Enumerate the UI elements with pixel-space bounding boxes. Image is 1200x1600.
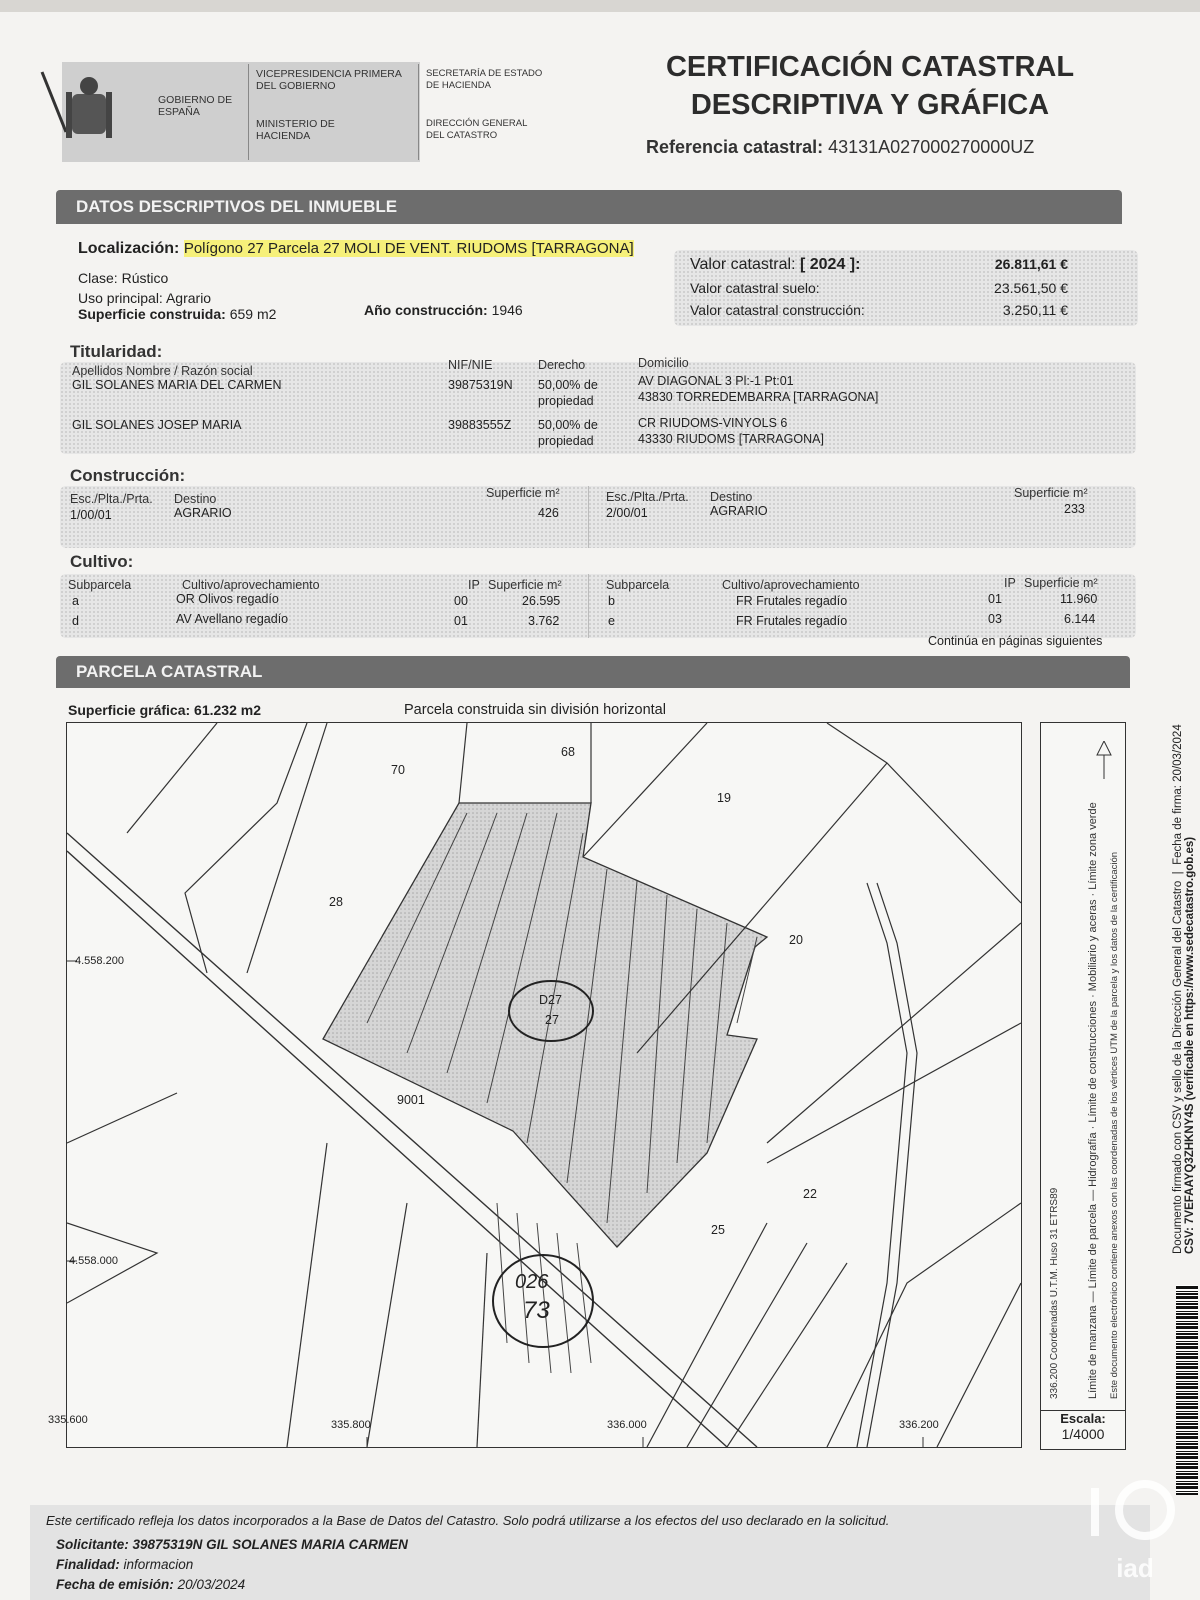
cultivo-ip: 01 (454, 614, 468, 628)
owner-nif: 39875319N (448, 378, 513, 392)
owner-name: GIL SOLANES JOSEP MARIA (72, 418, 242, 432)
th-cultivo: Cultivo/aprovechamiento (722, 578, 860, 592)
parcel-label-70: 70 (391, 763, 405, 777)
coord-y-1: 4.558.200 (75, 955, 124, 967)
construccion-table (60, 486, 1136, 548)
cultivo-sub: b (608, 594, 615, 608)
th-subparcela: Subparcela (606, 578, 670, 592)
scale-value: 1/4000 (1061, 1426, 1105, 1442)
localizacion-label: Localización: (78, 240, 180, 257)
th-nombre: Apellidos Nombre / Razón social (72, 364, 253, 378)
cultivo-ip: 03 (988, 612, 1002, 626)
valor-label: Valor catastral: (690, 256, 796, 273)
section-parcela-catastral: PARCELA CATASTRAL (56, 656, 1130, 688)
superficie-row (78, 306, 276, 322)
vicepresidencia-label: VICEPRESIDENCIA PRIMERA DEL GOBIERNO (256, 68, 402, 92)
constr-sup: 426 (538, 506, 559, 520)
parcel-label-d27: D27 (539, 993, 562, 1007)
constr-esc: 2/00/01 (606, 506, 648, 520)
th-derecho: Derecho (538, 358, 586, 372)
title-line-2: DESCRIPTIVA Y GRÁFICA (690, 89, 1050, 121)
parcel-map[interactable] (66, 722, 1022, 1448)
suelo-value: 23.561,50 € (994, 280, 1068, 296)
direccion-label: DIRECCIÓN GENERAL DEL CATASTRO (426, 118, 527, 141)
valor-box (674, 250, 1138, 326)
clase-row (78, 270, 168, 286)
th-subparcela: Subparcela (68, 578, 132, 592)
parcel-label-68: 68 (561, 745, 575, 759)
iad-logo-icon (1085, 1480, 1185, 1550)
cultivo-sup: 6.144 (1064, 612, 1096, 626)
legend-coords: 336.200 Coordenadas U.T.M. Huso 31 ETRS89 (1049, 1187, 1060, 1399)
titularidad-heading: Titularidad: (70, 342, 163, 361)
anio-label: Año construcción: (364, 302, 488, 318)
solicitante-value: 39875319N GIL SOLANES MARIA CARMEN (132, 1537, 408, 1552)
th-nif: NIF/NIE (448, 358, 493, 372)
handwritten-026: 026 (515, 1271, 549, 1293)
document-title (640, 48, 1100, 124)
th-superficie: Superficie m² (486, 486, 560, 500)
th-domicilio: Domicilio (638, 356, 689, 370)
coat-of-arms-icon (36, 64, 126, 144)
scale-label: Escala: (1060, 1411, 1106, 1426)
fecha-value: 20/03/2024 (177, 1577, 246, 1592)
constr-destino: AGRARIO (174, 506, 232, 520)
th-cultivo: Cultivo/aprovechamiento (182, 578, 320, 592)
owner-domicilio: CR RIUDOMS-VINYOLS 6 (638, 416, 788, 430)
sup-grafica-value: 61.232 m2 (194, 702, 261, 718)
cadastral-reference (646, 137, 1034, 158)
owner-derecho-2: propiedad (538, 434, 594, 448)
fecha-label: Fecha de emisión: (56, 1577, 174, 1592)
localizacion-row (78, 240, 634, 258)
anio-row (364, 302, 523, 318)
parcel-label-22: 22 (803, 1187, 817, 1201)
side-line-1: Documento firmado con CSV y sello de la Dirección General del Catastro | Fecha de firma: 20/03/2024 (1172, 724, 1184, 1254)
division-note: Parcela construida sin división horizontal (404, 702, 666, 718)
superficie-value: 659 m2 (229, 306, 277, 322)
coord-x-3: 336.000 (607, 1419, 647, 1431)
suelo-label: Valor catastral suelo: (690, 280, 820, 296)
barcode (1176, 1285, 1198, 1495)
construccion-heading: Construcción: (70, 466, 186, 485)
section-datos-descriptivos: DATOS DESCRIPTIVOS DEL INMUEBLE (56, 190, 1122, 224)
solicitante-row (56, 1537, 408, 1552)
continua-note: Continúa en páginas siguientes (928, 634, 1103, 648)
cultivo-table (60, 574, 1136, 638)
road-label-9001: 9001 (397, 1093, 425, 1107)
owner-domicilio: AV DIAGONAL 3 Pl:-1 Pt:01 (638, 374, 794, 388)
anio-value: 1946 (491, 302, 523, 318)
footer-note: Este certificado refleja los datos incorporados a la Base de Datos del Catastro. Solo podrá utilizarse a los efectos del uso declarado en la solicitud. (46, 1513, 890, 1528)
fecha-row (56, 1577, 245, 1592)
gov-label: GOBIERNO DE ESPAÑA (158, 94, 233, 118)
cultivo-sub: a (72, 594, 79, 608)
constr-sup: 233 (1064, 502, 1085, 516)
valor-year: [ 2024 ]: (799, 256, 861, 273)
clase-value: Rústico (121, 270, 169, 286)
handwritten-73: 73 (523, 1297, 550, 1324)
cultivo-sub: d (72, 614, 79, 628)
th-superficie: Superficie m² (1024, 576, 1098, 590)
scale-box (1040, 1410, 1126, 1450)
finalidad-label: Finalidad: (56, 1557, 120, 1572)
valor-label-group (690, 256, 860, 274)
title-line-1: CERTIFICACIÓN CATASTRAL (665, 51, 1075, 83)
th-ip: IP (468, 578, 480, 592)
coord-x-2: 335.800 (331, 1419, 371, 1431)
th-esc: Esc./Plta./Prta. (70, 492, 153, 506)
owner-derecho: 50,00% de (538, 378, 598, 392)
cultivo-sub: e (608, 614, 615, 628)
constr-esc: 1/00/01 (70, 508, 112, 522)
uso-label: Uso principal: (78, 290, 163, 306)
coord-x-1: 335.600 (48, 1414, 88, 1426)
finalidad-row (56, 1557, 193, 1572)
footer-box (30, 1505, 1150, 1600)
map-legend (1040, 722, 1126, 1412)
legend-note: Este documento electrónico contiene anexos con las coordenadas de los vértices UTM de la parcela y los datos de la certificación (1109, 851, 1120, 1399)
uso-value: Agrario (165, 290, 212, 306)
iad-watermark (1085, 1480, 1185, 1590)
parcel-label-20: 20 (789, 933, 803, 947)
ministerio-label: MINISTERIO DE HACIENDA (256, 118, 335, 142)
owner-derecho-2: propiedad (538, 394, 594, 408)
th-ip: IP (1004, 576, 1016, 590)
ref-label: Referencia catastral: (646, 137, 824, 157)
parcel-label-19: 19 (717, 791, 731, 805)
th-destino: Destino (710, 490, 753, 504)
cultivo-ip: 00 (454, 594, 468, 608)
th-superficie: Superficie m² (1014, 486, 1088, 500)
owner-domicilio-2: 43830 TORREDEMBARRA [TARRAGONA] (638, 390, 879, 404)
government-header (62, 62, 543, 162)
constr-destino: AGRARIO (710, 504, 768, 518)
side-date: Fecha de firma: 20/03/2024 (1172, 724, 1184, 865)
cultivo-name: OR Olivos regadío (176, 592, 279, 606)
signature-side-text (1172, 724, 1196, 1254)
cultivo-name: FR Frutales regadío (736, 594, 848, 608)
ref-value: 43131A027000270000UZ (828, 137, 1035, 157)
legend-text: Límite de manzana — Límite de parcela — Hidrografía · Límite de construcciones · Mobiliario y aceras · Límite zona verde (1087, 802, 1099, 1399)
construccion-value: 3.250,11 € (1002, 302, 1068, 318)
coord-x-4: 336.200 (899, 1419, 939, 1431)
owner-nif: 39883555Z (448, 418, 512, 432)
parcel-label-25: 25 (711, 1223, 725, 1237)
th-superficie: Superficie m² (488, 578, 562, 592)
coord-y-2: 4.558.000 (69, 1255, 118, 1267)
cultivo-heading: Cultivo: (70, 552, 134, 571)
map-drawing (67, 723, 1021, 1447)
superficie-label: Superficie construida: (78, 306, 226, 322)
parcel-label-28: 28 (329, 895, 343, 909)
uso-row (78, 290, 211, 306)
th-destino: Destino (174, 492, 217, 506)
superficie-grafica (68, 702, 261, 718)
owner-name: GIL SOLANES MARIA DEL CARMEN (72, 378, 282, 392)
cultivo-sup: 11.960 (1060, 592, 1098, 606)
iad-text: iad (1116, 1553, 1154, 1583)
cultivo-sup: 26.595 (522, 594, 561, 608)
localizacion-value: Polígono 27 Parcela 27 MOLI DE VENT. RIUDOMS [TARRAGONA] (183, 240, 634, 257)
cultivo-ip: 01 (988, 592, 1002, 606)
sup-grafica-label: Superficie gráfica: (68, 702, 191, 718)
solicitante-label: Solicitante: (56, 1537, 129, 1552)
cultivo-name: FR Frutales regadío (736, 614, 848, 628)
side-line-2: CSV: 7VEFAAYQ3ZHKNY4S (verificable en https://www.sedecatastro.gob.es) (1184, 836, 1196, 1254)
construccion-label: Valor catastral construcción: (690, 302, 865, 318)
th-esc: Esc./Plta./Prta. (606, 490, 689, 504)
secretaria-label: SECRETARÍA DE ESTADO DE HACIENDA (426, 68, 543, 91)
finalidad-value: informacion (123, 1557, 194, 1572)
clase-label: Clase: (78, 270, 118, 286)
cultivo-sup: 3.762 (528, 614, 560, 628)
titularidad-table (60, 356, 1136, 454)
cultivo-name: AV Avellano regadío (176, 612, 289, 626)
owner-domicilio-2: 43330 RIUDOMS [TARRAGONA] (638, 432, 824, 446)
owner-derecho: 50,00% de (538, 418, 598, 432)
valor-value: 26.811,61 € (994, 256, 1068, 272)
parcel-label-27: 27 (545, 1013, 559, 1027)
